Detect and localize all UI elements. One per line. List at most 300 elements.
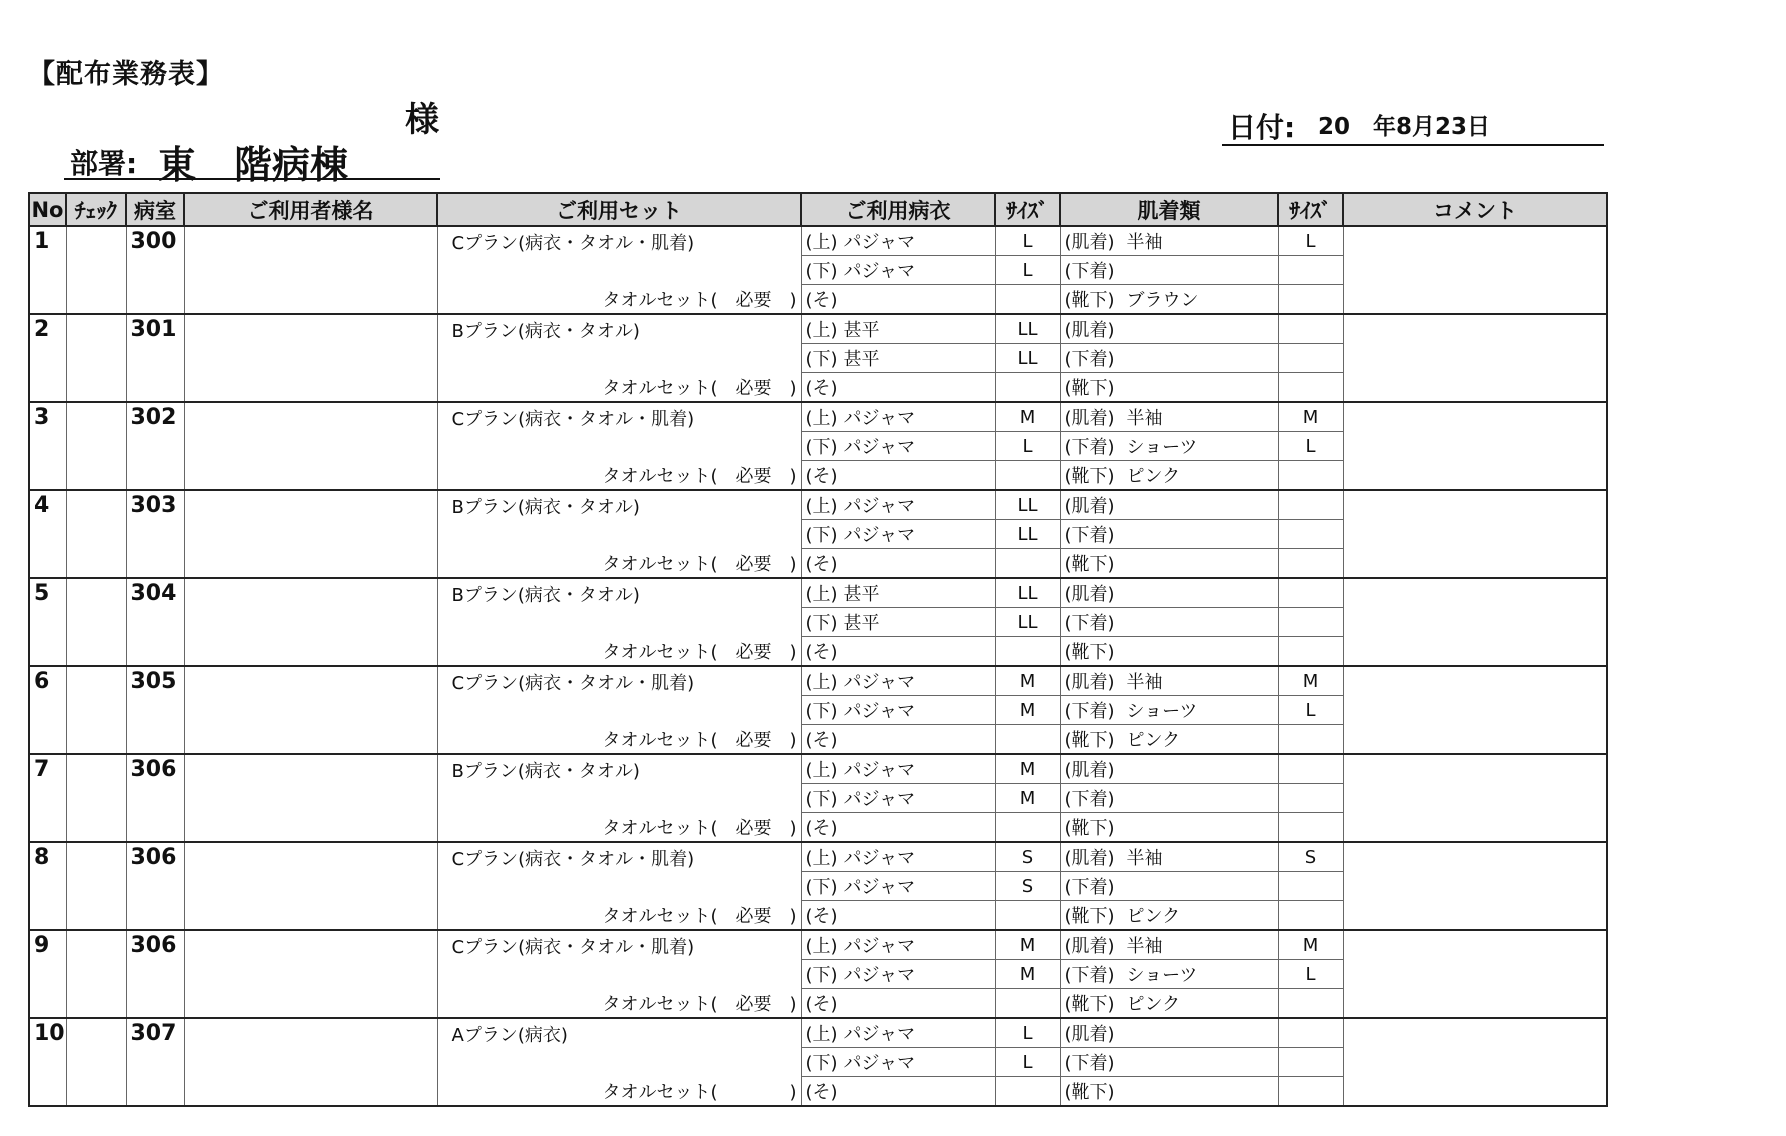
underwear-pants-cell xyxy=(1060,696,1278,725)
gown-top-cell xyxy=(801,842,995,872)
col-header-underwear-size: ｻｲｽﾞ xyxy=(1278,193,1343,226)
gown-bottom-size: L xyxy=(995,1048,1060,1077)
gown-top-size: M xyxy=(995,666,1060,696)
underwear-pants-size: L xyxy=(1278,432,1343,461)
underwear-shirt-prefix: (肌着) xyxy=(1064,936,1115,957)
gown-bottom-size: LL xyxy=(995,520,1060,549)
underwear-socks-cell xyxy=(1060,461,1278,491)
gown-other-cell xyxy=(801,373,995,403)
col-header-no: No xyxy=(29,193,66,226)
plan-cell: Aプラン(病衣) xyxy=(437,1018,801,1077)
underwear-socks-value: ピンク xyxy=(1126,906,1181,927)
gown-bottom-prefix: (下) xyxy=(805,1053,838,1074)
plan-cell: Bプラン(病衣・タオル) xyxy=(437,754,801,813)
gown-bottom-size: L xyxy=(995,432,1060,461)
check-cell[interactable] xyxy=(66,754,126,842)
underwear-pants-size xyxy=(1278,344,1343,373)
gown-top-value: パジャマ xyxy=(843,1024,916,1045)
honorific-label: 様 xyxy=(405,100,439,140)
room-number: 304 xyxy=(126,578,184,666)
gown-other-prefix: (そ) xyxy=(805,642,838,663)
col-header-underwear: 肌着類 xyxy=(1060,193,1278,226)
gown-bottom-cell xyxy=(801,696,995,725)
row-number: 5 xyxy=(29,578,66,666)
underwear-socks-prefix: (靴下) xyxy=(1064,906,1115,927)
gown-bottom-prefix: (下) xyxy=(805,349,838,370)
towel-set-cell: タオルセット( 必要 ) xyxy=(437,901,801,931)
gown-other-cell xyxy=(801,901,995,931)
gown-other-prefix: (そ) xyxy=(805,290,838,311)
underwear-shirt-size: M xyxy=(1278,666,1343,696)
underwear-shirt-cell xyxy=(1060,314,1278,344)
gown-other-size xyxy=(995,989,1060,1019)
gown-bottom-cell xyxy=(801,520,995,549)
underwear-shirt-size: M xyxy=(1278,402,1343,432)
gown-bottom-cell xyxy=(801,960,995,989)
gown-bottom-value: パジャマ xyxy=(843,525,916,546)
underwear-shirt-size xyxy=(1278,578,1343,608)
gown-other-size xyxy=(995,725,1060,755)
gown-other-size xyxy=(995,901,1060,931)
department-value: 東 階病棟 xyxy=(158,143,349,187)
row-number: 10 xyxy=(29,1018,66,1106)
comment-cell[interactable] xyxy=(1343,1018,1607,1106)
underwear-socks-size xyxy=(1278,813,1343,843)
gown-top-size: L xyxy=(995,1018,1060,1048)
gown-bottom-prefix: (下) xyxy=(805,965,838,986)
underwear-shirt-prefix: (肌着) xyxy=(1064,408,1115,429)
gown-other-size xyxy=(995,637,1060,667)
gown-top-prefix: (上) xyxy=(805,320,838,341)
gown-other-size xyxy=(995,461,1060,491)
towel-set-cell: タオルセット( 必要 ) xyxy=(437,989,801,1019)
table-row xyxy=(29,666,1607,696)
plan-cell: Bプラン(病衣・タオル) xyxy=(437,578,801,637)
row-number: 3 xyxy=(29,402,66,490)
gown-top-size: LL xyxy=(995,578,1060,608)
gown-bottom-prefix: (下) xyxy=(805,437,838,458)
check-cell[interactable] xyxy=(66,314,126,402)
gown-bottom-value: 甚平 xyxy=(843,613,880,634)
plan-cell: Cプラン(病衣・タオル・肌着) xyxy=(437,930,801,989)
underwear-socks-cell xyxy=(1060,373,1278,403)
comment-cell[interactable] xyxy=(1343,490,1607,578)
date-label: 日付: xyxy=(1228,111,1296,144)
gown-bottom-value: 甚平 xyxy=(843,349,880,370)
gown-top-value: パジャマ xyxy=(843,936,916,957)
underwear-shirt-cell xyxy=(1060,842,1278,872)
room-number: 306 xyxy=(126,754,184,842)
underwear-socks-size xyxy=(1278,285,1343,315)
gown-top-size: M xyxy=(995,754,1060,784)
underwear-shirt-size xyxy=(1278,314,1343,344)
gown-other-size xyxy=(995,1077,1060,1107)
check-cell[interactable] xyxy=(66,226,126,314)
comment-cell[interactable] xyxy=(1343,754,1607,842)
gown-top-size: M xyxy=(995,930,1060,960)
gown-top-value: パジャマ xyxy=(843,496,916,517)
check-cell[interactable] xyxy=(66,1018,126,1106)
gown-bottom-size: LL xyxy=(995,608,1060,637)
table-body xyxy=(29,226,1607,1106)
row-number: 4 xyxy=(29,490,66,578)
underwear-pants-prefix: (下着) xyxy=(1064,261,1115,282)
gown-top-cell xyxy=(801,666,995,696)
gown-bottom-cell xyxy=(801,256,995,285)
underwear-shirt-size xyxy=(1278,754,1343,784)
gown-other-prefix: (そ) xyxy=(805,378,838,399)
check-cell[interactable] xyxy=(66,666,126,754)
underwear-pants-prefix: (下着) xyxy=(1064,877,1115,898)
underwear-pants-prefix: (下着) xyxy=(1064,965,1115,986)
table-header-row xyxy=(29,193,1607,226)
underwear-pants-value: ショーツ xyxy=(1126,437,1198,458)
underwear-pants-prefix: (下着) xyxy=(1064,525,1115,546)
gown-other-cell xyxy=(801,989,995,1019)
towel-set-cell: タオルセット( 必要 ) xyxy=(437,373,801,403)
underwear-pants-cell xyxy=(1060,872,1278,901)
user-name-cell[interactable] xyxy=(184,754,437,842)
gown-top-value: パジャマ xyxy=(843,760,916,781)
underwear-socks-value: ピンク xyxy=(1126,466,1181,487)
underwear-pants-size xyxy=(1278,256,1343,285)
gown-bottom-size: LL xyxy=(995,344,1060,373)
gown-top-cell xyxy=(801,490,995,520)
distribution-table-wrapper xyxy=(28,192,1606,1120)
gown-top-cell xyxy=(801,930,995,960)
check-cell[interactable] xyxy=(66,490,126,578)
gown-bottom-value: パジャマ xyxy=(843,877,916,898)
comment-cell[interactable] xyxy=(1343,314,1607,402)
comment-cell[interactable] xyxy=(1343,930,1607,1018)
towel-set-cell: タオルセット( 必要 ) xyxy=(437,813,801,843)
room-number: 305 xyxy=(126,666,184,754)
plan-cell: Cプラン(病衣・タオル・肌着) xyxy=(437,402,801,461)
underwear-pants-size xyxy=(1278,1048,1343,1077)
user-name-cell[interactable] xyxy=(184,226,437,314)
underwear-shirt-prefix: (肌着) xyxy=(1064,320,1115,341)
underwear-pants-prefix: (下着) xyxy=(1064,1053,1115,1074)
underwear-socks-prefix: (靴下) xyxy=(1064,642,1115,663)
gown-bottom-value: パジャマ xyxy=(843,1053,916,1074)
room-number: 302 xyxy=(126,402,184,490)
gown-top-cell xyxy=(801,754,995,784)
table-row xyxy=(29,578,1607,608)
underwear-pants-cell xyxy=(1060,1048,1278,1077)
gown-other-prefix: (そ) xyxy=(805,466,838,487)
gown-other-cell xyxy=(801,637,995,667)
underwear-socks-size xyxy=(1278,901,1343,931)
date-underline xyxy=(1222,144,1604,146)
underwear-pants-cell xyxy=(1060,432,1278,461)
row-number: 2 xyxy=(29,314,66,402)
underwear-pants-cell xyxy=(1060,256,1278,285)
underwear-pants-size xyxy=(1278,784,1343,813)
underwear-pants-cell xyxy=(1060,960,1278,989)
col-header-gown: ご利用病衣 xyxy=(801,193,995,226)
underwear-socks-value: ブラウン xyxy=(1126,290,1199,311)
department-underline xyxy=(64,178,440,180)
gown-top-value: 甚平 xyxy=(843,320,880,341)
distribution-table xyxy=(28,192,1608,1107)
gown-other-cell xyxy=(801,285,995,315)
check-cell[interactable] xyxy=(66,842,126,930)
underwear-socks-cell xyxy=(1060,1077,1278,1107)
gown-top-value: 甚平 xyxy=(843,584,880,605)
gown-other-prefix: (そ) xyxy=(805,818,838,839)
plan-cell: Bプラン(病衣・タオル) xyxy=(437,314,801,373)
underwear-shirt-value: 半袖 xyxy=(1126,848,1163,869)
gown-top-cell xyxy=(801,402,995,432)
towel-set-cell: タオルセット( 必要 ) xyxy=(437,549,801,579)
gown-bottom-prefix: (下) xyxy=(805,701,838,722)
gown-other-prefix: (そ) xyxy=(805,730,838,751)
date-value: 20 年8月23日 xyxy=(1318,114,1491,140)
gown-top-value: パジャマ xyxy=(843,408,916,429)
underwear-socks-size xyxy=(1278,461,1343,491)
underwear-socks-size xyxy=(1278,1077,1343,1107)
gown-bottom-size: M xyxy=(995,696,1060,725)
underwear-shirt-prefix: (肌着) xyxy=(1064,760,1115,781)
check-cell[interactable] xyxy=(66,930,126,1018)
gown-top-size: M xyxy=(995,402,1060,432)
underwear-shirt-cell xyxy=(1060,754,1278,784)
underwear-shirt-prefix: (肌着) xyxy=(1064,672,1115,693)
user-name-cell[interactable] xyxy=(184,930,437,1018)
gown-bottom-value: パジャマ xyxy=(843,701,916,722)
comment-cell[interactable] xyxy=(1343,402,1607,490)
underwear-socks-size xyxy=(1278,989,1343,1019)
towel-set-cell: タオルセット( 必要 ) xyxy=(437,461,801,491)
underwear-pants-size: L xyxy=(1278,960,1343,989)
gown-bottom-value: パジャマ xyxy=(843,261,916,282)
underwear-shirt-size: S xyxy=(1278,842,1343,872)
room-number: 306 xyxy=(126,842,184,930)
underwear-socks-size xyxy=(1278,725,1343,755)
gown-bottom-size: M xyxy=(995,960,1060,989)
underwear-socks-prefix: (靴下) xyxy=(1064,466,1115,487)
underwear-shirt-size xyxy=(1278,490,1343,520)
gown-top-cell xyxy=(801,578,995,608)
user-name-cell[interactable] xyxy=(184,402,437,490)
underwear-socks-size xyxy=(1278,637,1343,667)
comment-cell[interactable] xyxy=(1343,842,1607,930)
gown-top-size: L xyxy=(995,226,1060,256)
underwear-pants-value: ショーツ xyxy=(1126,965,1198,986)
gown-top-value: パジャマ xyxy=(843,848,916,869)
underwear-pants-prefix: (下着) xyxy=(1064,701,1115,722)
underwear-pants-value: ショーツ xyxy=(1126,701,1198,722)
table-row xyxy=(29,314,1607,344)
table-row xyxy=(29,1018,1607,1048)
col-header-check: ﾁｪｯｸ xyxy=(66,193,126,226)
underwear-shirt-prefix: (肌着) xyxy=(1064,584,1115,605)
underwear-pants-prefix: (下着) xyxy=(1064,789,1115,810)
gown-top-prefix: (上) xyxy=(805,232,838,253)
col-header-user-name: ご利用者様名 xyxy=(184,193,437,226)
gown-top-cell xyxy=(801,314,995,344)
gown-bottom-prefix: (下) xyxy=(805,789,838,810)
gown-bottom-prefix: (下) xyxy=(805,525,838,546)
plan-cell: Cプラン(病衣・タオル・肌着) xyxy=(437,842,801,901)
gown-bottom-prefix: (下) xyxy=(805,613,838,634)
underwear-socks-cell xyxy=(1060,637,1278,667)
gown-bottom-cell xyxy=(801,608,995,637)
underwear-socks-prefix: (靴下) xyxy=(1064,730,1115,751)
underwear-shirt-prefix: (肌着) xyxy=(1064,1024,1115,1045)
underwear-shirt-cell xyxy=(1060,1018,1278,1048)
underwear-shirt-prefix: (肌着) xyxy=(1064,848,1115,869)
table-row xyxy=(29,490,1607,520)
comment-cell[interactable] xyxy=(1343,226,1607,314)
gown-other-prefix: (そ) xyxy=(805,1082,838,1103)
underwear-shirt-prefix: (肌着) xyxy=(1064,496,1115,517)
row-number: 6 xyxy=(29,666,66,754)
underwear-socks-prefix: (靴下) xyxy=(1064,290,1115,311)
table-row xyxy=(29,402,1607,432)
underwear-pants-cell xyxy=(1060,520,1278,549)
underwear-shirt-size: L xyxy=(1278,226,1343,256)
row-number: 8 xyxy=(29,842,66,930)
gown-bottom-prefix: (下) xyxy=(805,877,838,898)
comment-cell[interactable] xyxy=(1343,666,1607,754)
gown-bottom-value: パジャマ xyxy=(843,965,916,986)
towel-set-cell: タオルセット( 必要 ) xyxy=(437,725,801,755)
underwear-shirt-value: 半袖 xyxy=(1126,232,1163,253)
underwear-socks-size xyxy=(1278,373,1343,403)
room-number: 301 xyxy=(126,314,184,402)
gown-top-prefix: (上) xyxy=(805,848,838,869)
room-number: 300 xyxy=(126,226,184,314)
col-header-set: ご利用セット xyxy=(437,193,801,226)
underwear-socks-prefix: (靴下) xyxy=(1064,1082,1115,1103)
underwear-shirt-cell xyxy=(1060,402,1278,432)
gown-bottom-cell xyxy=(801,432,995,461)
gown-other-prefix: (そ) xyxy=(805,994,838,1015)
gown-bottom-size: S xyxy=(995,872,1060,901)
user-name-cell[interactable] xyxy=(184,490,437,578)
gown-bottom-value: パジャマ xyxy=(843,789,916,810)
underwear-pants-size xyxy=(1278,520,1343,549)
check-cell[interactable] xyxy=(66,402,126,490)
gown-top-prefix: (上) xyxy=(805,1024,838,1045)
room-number: 306 xyxy=(126,930,184,1018)
gown-other-cell xyxy=(801,813,995,843)
underwear-socks-size xyxy=(1278,549,1343,579)
user-name-cell[interactable] xyxy=(184,842,437,930)
gown-top-cell xyxy=(801,1018,995,1048)
towel-set-cell: タオルセット( ) xyxy=(437,1077,801,1107)
table-row xyxy=(29,842,1607,872)
gown-bottom-cell xyxy=(801,344,995,373)
gown-top-prefix: (上) xyxy=(805,584,838,605)
gown-other-cell xyxy=(801,725,995,755)
underwear-pants-cell xyxy=(1060,608,1278,637)
row-number: 9 xyxy=(29,930,66,1018)
gown-bottom-cell xyxy=(801,1048,995,1077)
page-title: 【配布業務表】 xyxy=(28,59,224,90)
underwear-socks-prefix: (靴下) xyxy=(1064,994,1115,1015)
gown-other-size xyxy=(995,549,1060,579)
towel-set-cell: タオルセット( 必要 ) xyxy=(437,285,801,315)
gown-bottom-size: M xyxy=(995,784,1060,813)
underwear-pants-size xyxy=(1278,872,1343,901)
gown-bottom-cell xyxy=(801,784,995,813)
underwear-pants-prefix: (下着) xyxy=(1064,437,1115,458)
underwear-shirt-cell xyxy=(1060,666,1278,696)
underwear-socks-value: ピンク xyxy=(1126,730,1181,751)
underwear-shirt-cell xyxy=(1060,490,1278,520)
comment-cell[interactable] xyxy=(1343,578,1607,666)
gown-other-size xyxy=(995,373,1060,403)
gown-bottom-cell xyxy=(801,872,995,901)
gown-bottom-prefix: (下) xyxy=(805,261,838,282)
underwear-shirt-value: 半袖 xyxy=(1126,672,1163,693)
user-name-cell[interactable] xyxy=(184,1018,437,1106)
underwear-pants-prefix: (下着) xyxy=(1064,613,1115,634)
underwear-socks-prefix: (靴下) xyxy=(1064,818,1115,839)
underwear-shirt-value: 半袖 xyxy=(1126,936,1163,957)
gown-top-size: LL xyxy=(995,314,1060,344)
underwear-socks-prefix: (靴下) xyxy=(1064,378,1115,399)
gown-other-size xyxy=(995,285,1060,315)
gown-top-size: S xyxy=(995,842,1060,872)
gown-other-size xyxy=(995,813,1060,843)
gown-top-prefix: (上) xyxy=(805,760,838,781)
table-row xyxy=(29,930,1607,960)
underwear-shirt-cell xyxy=(1060,930,1278,960)
col-header-comment: コメント xyxy=(1343,193,1607,226)
gown-top-prefix: (上) xyxy=(805,408,838,429)
underwear-pants-prefix: (下着) xyxy=(1064,349,1115,370)
department-label: 部署: xyxy=(70,147,138,180)
underwear-socks-cell xyxy=(1060,813,1278,843)
underwear-socks-value: ピンク xyxy=(1126,994,1181,1015)
underwear-shirt-size xyxy=(1278,1018,1343,1048)
gown-top-value: パジャマ xyxy=(843,232,916,253)
row-number: 7 xyxy=(29,754,66,842)
gown-other-prefix: (そ) xyxy=(805,906,838,927)
underwear-socks-prefix: (靴下) xyxy=(1064,554,1115,575)
gown-other-prefix: (そ) xyxy=(805,554,838,575)
underwear-socks-cell xyxy=(1060,285,1278,315)
user-name-cell[interactable] xyxy=(184,578,437,666)
underwear-socks-cell xyxy=(1060,901,1278,931)
gown-other-cell xyxy=(801,1077,995,1107)
user-name-cell[interactable] xyxy=(184,666,437,754)
gown-top-value: パジャマ xyxy=(843,672,916,693)
underwear-pants-size: L xyxy=(1278,696,1343,725)
col-header-room: 病室 xyxy=(126,193,184,226)
check-cell[interactable] xyxy=(66,578,126,666)
towel-set-cell: タオルセット( 必要 ) xyxy=(437,637,801,667)
underwear-shirt-cell xyxy=(1060,578,1278,608)
gown-bottom-value: パジャマ xyxy=(843,437,916,458)
user-name-cell[interactable] xyxy=(184,314,437,402)
gown-top-prefix: (上) xyxy=(805,936,838,957)
gown-top-prefix: (上) xyxy=(805,496,838,517)
underwear-pants-size xyxy=(1278,608,1343,637)
underwear-pants-cell xyxy=(1060,784,1278,813)
plan-cell: Cプラン(病衣・タオル・肌着) xyxy=(437,666,801,725)
plan-cell: Cプラン(病衣・タオル・肌着) xyxy=(437,226,801,285)
plan-cell: Bプラン(病衣・タオル) xyxy=(437,490,801,549)
gown-top-size: LL xyxy=(995,490,1060,520)
underwear-socks-cell xyxy=(1060,989,1278,1019)
gown-top-prefix: (上) xyxy=(805,672,838,693)
gown-top-cell xyxy=(801,226,995,256)
underwear-shirt-cell xyxy=(1060,226,1278,256)
